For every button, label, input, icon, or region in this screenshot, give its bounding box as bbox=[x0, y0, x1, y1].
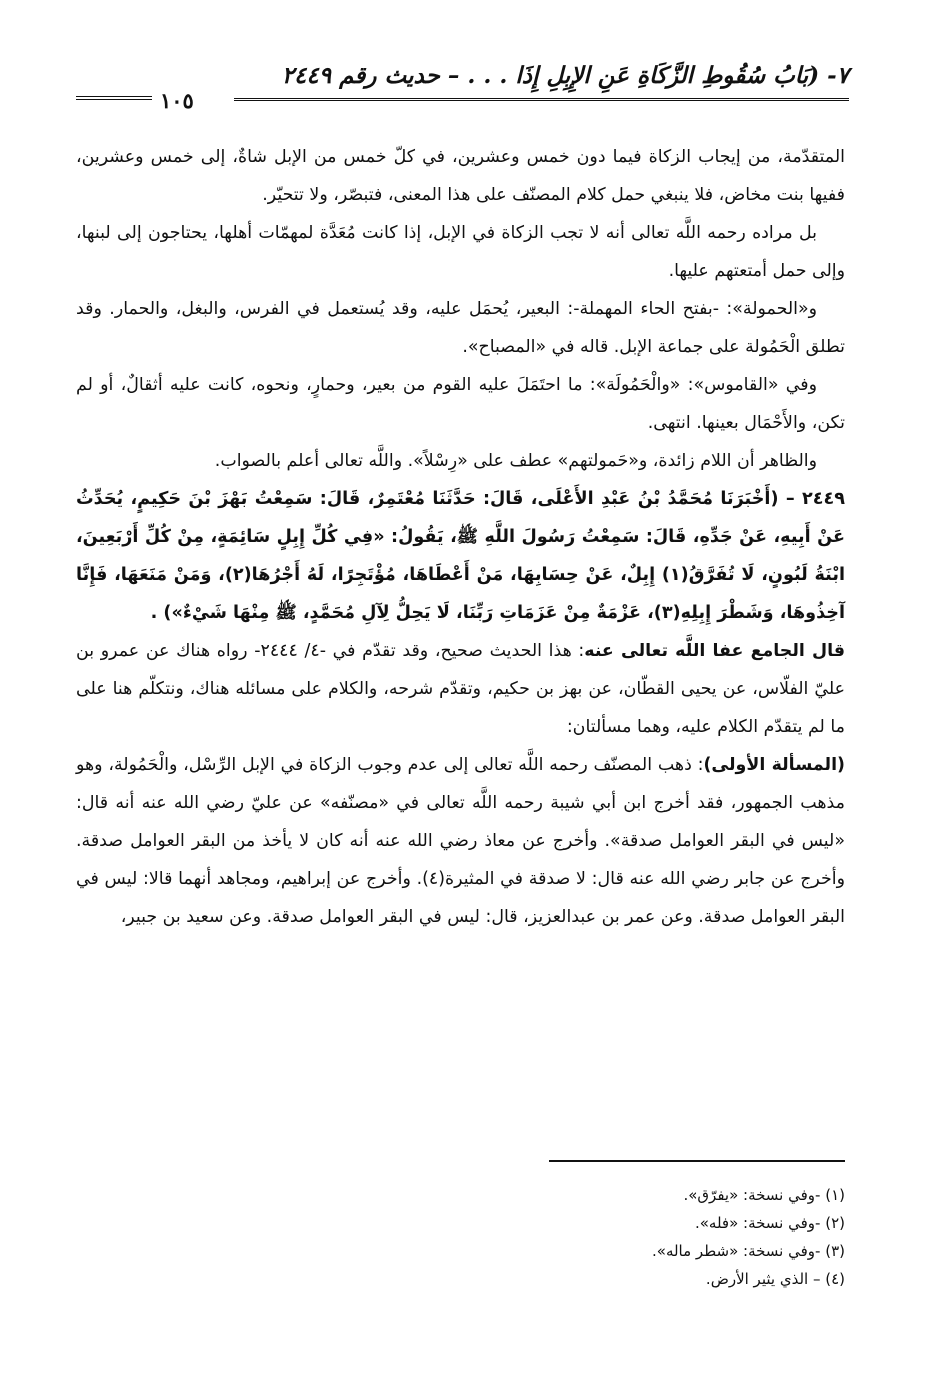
footnotes bbox=[76, 1181, 845, 1293]
paragraph: و«الحمولة»: -بفتح الحاء المهملة-: البعير، يُحمَل عليه، وقد يُستعمل في الفرس، والبغل، والحمار. وقد تطلق الْحَمُولة على جماعة الإبل. قاله في «المصباح». bbox=[76, 299, 845, 357]
issue-paragraph bbox=[76, 746, 845, 936]
footnote: (٢) -وفي نسخة: «فله». bbox=[694, 1214, 845, 1232]
hadith-text: ٢٤٤٩ – (أَخْبَرَنَا مُحَمَّدُ بْنُ عَبْدِ الأَعْلَى، قَالَ: حَدَّثَنَا مُعْتَمِرٌ، قَالَ: سَمِعْتُ بَهْزَ بْنَ حَكِيمٍ، يُحَدِّثُ عَنْ أَبِيهِ، عَنْ جَدِّهِ، قَالَ: سَمِعْتُ رَسُولَ اللَّهِ ﷺ، يَقُولُ: «فِي كُلِّ إِبِلٍ سَائِمَةٍ، مِنْ كُلِّ أَرْبَعِينَ، ابْنَةُ لَبُونٍ، لَا تُفَرَّقُ(١) إِبِلٌ، عَنْ حِسَابِهَا، مَنْ أَعْطَاهَا، مُؤْتَجِرًا، لَهُ أَجْرُهَا(٢)، وَمَنْ مَنَعَهَا، فَإِنَّا آخِذُوهَا، وَشَطْرَ إِبِلِهِ(٣)، عَزْمَةٌ مِنْ عَزَمَاتِ رَبِّنَا، لَا يَحِلُّ لِآلِ مُحَمَّدٍ، ﷺ مِنْهَا شَيْءٌ») . bbox=[76, 489, 845, 623]
running-title: ٧- (بَابُ سُقُوطِ الزَّكَاةِ عَنِ الإِبِلِ إِذَا . . . – حديث رقم ٢٤٤٩ bbox=[281, 62, 849, 89]
paragraph: المتقدّمة، من إيجاب الزكاة فيما دون خمس وعشرين، في كلّ خمس من الإبل شاةٌ، إلى خمس وعشرين، ففيها بنت مخاض، فلا ينبغي حمل كلام المصنّف على هذا المعنى، فتبصّر، ولا تتحيّر. bbox=[76, 147, 845, 205]
issue-heading: (المسألة الأولى) bbox=[703, 755, 845, 775]
paragraph: بل مراده رحمه اللَّه تعالى أنه لا تجب الزكاة في الإبل، إذا كانت مُعَدَّة لمهمّات أهلها، يحتاجون إلى لبنها، وإلى حمل أمتعتهم عليها. bbox=[76, 223, 845, 281]
commentary-lead: قال الجامع عفا اللَّه تعالى عنه bbox=[584, 641, 846, 661]
commentary-text: : هذا الحديث صحيح، وقد تقدّم في -٤/ ٢٤٤٤- رواه هناك عن عمرو بن عليّ الفلّاس، عن يحيى القطّان، عن بهز بن حكيم، وتقدّم شرحه، والكلام على مسائله هناك، ونتكلّم هنا على ما لم يتقدّم الكلام عليه، وهما مسألتان: bbox=[76, 641, 845, 737]
header-rule bbox=[234, 98, 849, 104]
footnote: (٣) -وفي نسخة: «شطر ماله». bbox=[652, 1242, 845, 1260]
page-header bbox=[76, 62, 849, 113]
footnote-separator bbox=[549, 1160, 845, 1162]
commentary-paragraph bbox=[76, 632, 845, 746]
page-number: ١٠٥ bbox=[160, 88, 194, 113]
paragraph: والظاهر أن اللام زائدة، و«حَمولتهم» عطف على «رِسْلاً». واللَّه تعالى أعلم بالصواب. bbox=[214, 451, 817, 471]
main-text bbox=[76, 138, 845, 936]
footnote: (١) -وفي نسخة: «يفرّق». bbox=[683, 1186, 845, 1204]
footnote: (٤) – الذي يثير الأرض. bbox=[705, 1270, 845, 1288]
header-rule-short bbox=[76, 96, 152, 106]
paragraph: وفي «القاموس»: «والْحَمُولَة»: ما احتَمَلَ عليه القوم من بعير، وحمارٍ، ونحوه، كانت عليه أثقالٌ، أو لم تكن، والأَحْمَال بعينها. انتهى. bbox=[76, 375, 845, 433]
issue-text: : ذهب المصنّف رحمه اللَّه تعالى إلى عدم وجوب الزكاة في الإبل الرِّسْل، والْحَمُولة، وهو مذهب الجمهور، فقد أخرج ابن أبي شيبة رحمه اللَّه تعالى في «مصنّفه» عن عليّ رضي الله عنه أنه قال: «ليس في البقر العوامل صدقة». وأخرج عن معاذ رضي الله عنه أنه كان لا يأخذ من البقر العوامل صدقة. وأخرج عن جابر رضي الله عنه قال: لا صدقة في المثيرة(٤). وأخرج عن إبراهيم، ومجاهد أنهما قالا: ليس في البقر العوامل صدقة. وعن عمر بن عبدالعزيز، قال: ليس في البقر العوامل صدقة. وعن سعيد بن جبير، bbox=[76, 755, 845, 927]
